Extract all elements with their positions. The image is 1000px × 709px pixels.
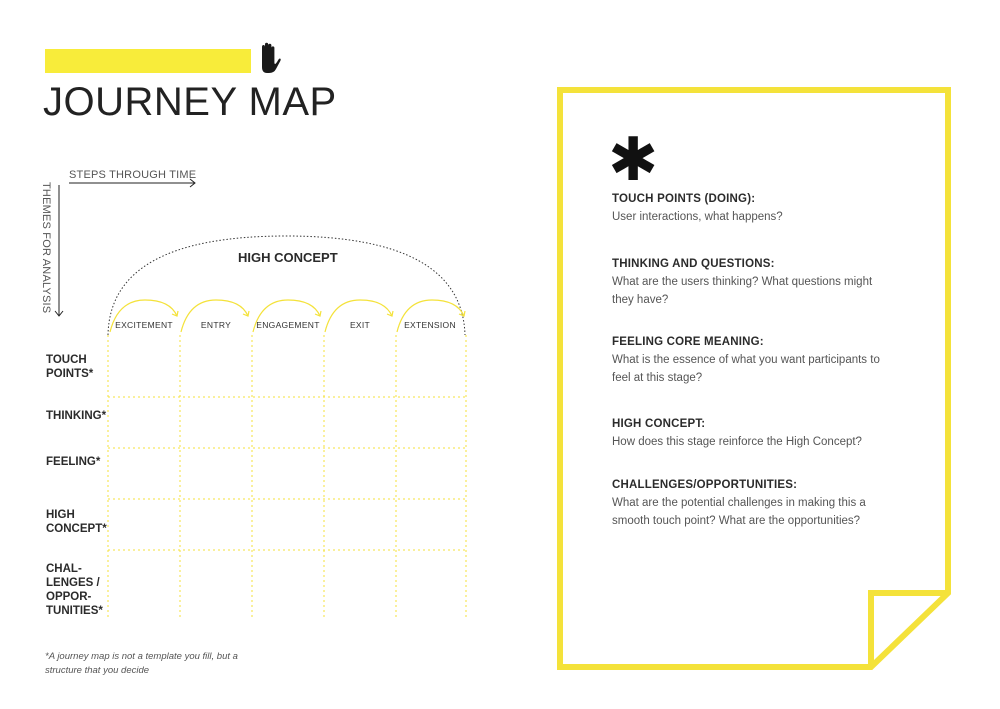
stage-extension: EXTENSION	[404, 320, 456, 330]
page-title: JOURNEY MAP	[43, 80, 337, 124]
stage-exit: EXIT	[349, 320, 371, 330]
note-body: What are the potential challenges in making this a smooth touch point? What are the opportunities?	[612, 497, 866, 527]
themes-for-analysis-label: THEMES FOR ANALYSIS	[40, 182, 52, 314]
asterisk-icon: ✱	[608, 126, 659, 193]
high-concept-label: HIGH CONCEPT	[238, 250, 338, 265]
note-feeling	[612, 336, 892, 387]
row-thinking: THINKING*	[46, 410, 107, 422]
footnote: *A journey map is not a template you fill, but a structure that you decide	[45, 651, 238, 676]
note-touch-points	[612, 193, 892, 226]
note-challenges	[612, 479, 892, 530]
note-body: User interactions, what happens?	[612, 211, 783, 223]
note-body: What are the users thinking? What questions might they have?	[612, 276, 873, 306]
note-body: How does this stage reinforce the High Concept?	[612, 436, 862, 448]
stage-engagement: ENGAGEMENT	[256, 320, 320, 330]
stage-excitement: EXCITEMENT	[115, 320, 173, 330]
row-feeling: FEELING*	[46, 456, 101, 468]
note-high-concept	[612, 418, 892, 451]
note-heading: THINKING AND QUESTIONS:	[612, 258, 775, 270]
stage-entry: ENTRY	[200, 320, 232, 330]
note-body: What is the essence of what you want participants to feel at this stage?	[612, 354, 880, 384]
steps-through-time-label: STEPS THROUGH TIME	[69, 169, 197, 181]
note-heading: TOUCH POINTS (DOING):	[612, 193, 756, 205]
row-challenges-opportunities: CHAL- LENGES / OPPOR- TUNITIES*	[46, 563, 103, 617]
note-heading: HIGH CONCEPT:	[612, 418, 706, 430]
row-touch-points: TOUCH POINTS*	[46, 354, 94, 380]
note-heading: FEELING CORE MEANING:	[612, 336, 764, 348]
note-thinking	[612, 258, 892, 309]
note-heading: CHALLENGES/OPPORTUNITIES:	[612, 479, 798, 491]
row-high-concept: HIGH CONCEPT*	[46, 509, 107, 535]
